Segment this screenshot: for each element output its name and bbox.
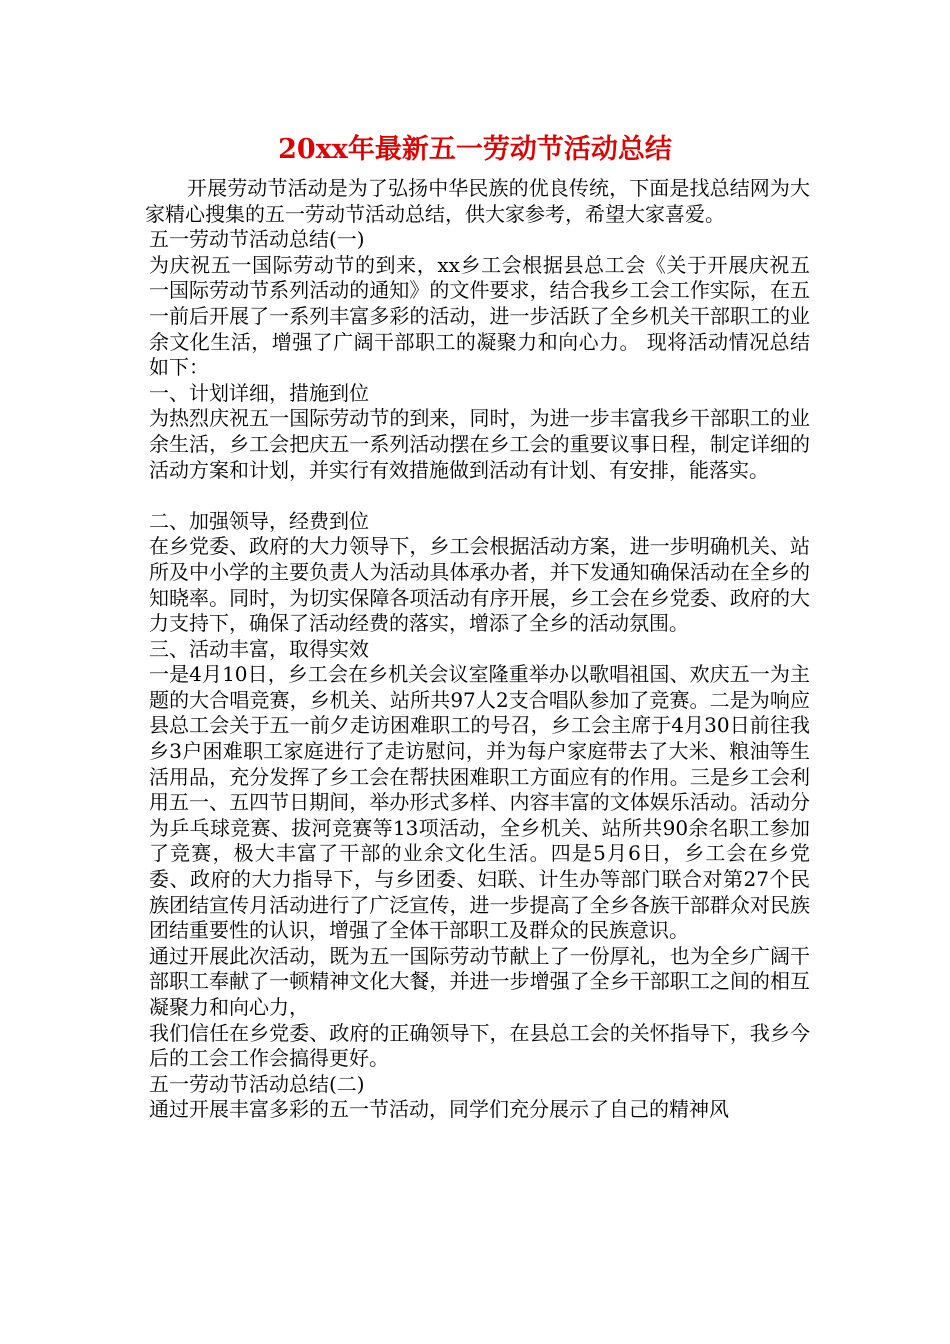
section-heading-summary-2: 五一劳动节活动总结(二) [149, 1071, 365, 1096]
subheading-leadership: 二、加强领导，经费到位 [149, 508, 369, 533]
body-paragraph: 通过开展此次活动，既为五一国际劳动节献上了一份厚礼，也为全乡广阔干部职工奉献了一顿精神文化大餐，并进一步增强了全乡干部职工之间的相互凝聚力和向心力， [149, 943, 810, 1019]
body-paragraph: 一是4月10日，乡工会在乡机关会议室隆重举办以歌唱祖国、欢庆五一为主题的大合唱竞赛，乡机关、站所共97人2支合唱队参加了竞赛。二是为响应县总工会关于五一前夕走访困难职工的号召，乡工会主席于4月30日前往我乡3户困难职工家庭进行了走访慰问，并为每户家庭带去了大米、粮油等生活用品，充分发挥了乡工会在帮扶困难职工方面应有的作用。三是乡工会利用五一、五四节日期间，举办形式多样、内容丰富的文体娱乐活动。活动分为乒乓球竞赛、拔河竞赛等13项活动，全乡机关、站所共90余名职工参加了竞赛，极大丰富了干部的业余文化生活。四是5月6日，乡工会在乡党委、政府的大力指导下，与乡团委、妇联、计生办等部门联合对第27个民族团结宣传月活动进行了广泛宣传，进一步提高了全乡各族干部群众对民族团结重要性的认识，增强了全体干部职工及群众的民族意识。 [149, 662, 810, 943]
document-body [145, 176, 810, 1123]
body-paragraph: 为庆祝五一国际劳动节的到来，xx乡工会根据县总工会《关于开展庆祝五一国际劳动节系列活动的通知》的文件要求，结合我乡工会工作实际，在五一前后开展了一系列丰富多彩的活动，进一步活跃了全乡机关干部职工的业余文化生活，增强了广阔干部职工的凝聚力和向心力。 现将活动情况总结如下： [149, 252, 810, 380]
document-title: 20xx年最新五一劳动节活动总结 [278, 134, 672, 165]
body-paragraph: 通过开展丰富多彩的五一节活动，同学们充分展示了自己的精神风 [149, 1097, 729, 1122]
intro-paragraph: 开展劳动节活动是为了弘扬中华民族的优良传统，下面是找总结网为大家精心搜集的五一劳动节活动总结，供大家参考，希望大家喜爱。 [145, 176, 810, 226]
body-paragraph: 为热烈庆祝五一国际劳动节的到来，同时，为进一步丰富我乡干部职工的业余生活，乡工会把庆五一系列活动摆在乡工会的重要议事日程，制定详细的活动方案和计划，并实行有效措施做到活动有计划、有安排，能落实。 [149, 406, 810, 482]
subheading-plan: 一、计划详细，措施到位 [149, 380, 369, 405]
body-paragraph: 我们信任在乡党委、政府的正确领导下，在县总工会的关怀指导下，我乡今后的工会工作会搞得更好。 [149, 1020, 810, 1071]
blank-line [145, 483, 810, 509]
subheading-activities: 三、活动丰富，取得实效 [149, 636, 369, 661]
section-heading-summary-1: 五一劳动节活动总结(一) [149, 227, 365, 252]
body-paragraph: 在乡党委、政府的大力领导下，乡工会根据活动方案，进一步明确机关、站所及中小学的主要负责人为活动具体承办者，并下发通知确保活动在全乡的知晓率。同时，为切实保障各项活动有序开展，乡工会在乡党委、政府的大力支持下，确保了活动经费的落实，增添了全乡的活动氛围。 [149, 534, 810, 636]
